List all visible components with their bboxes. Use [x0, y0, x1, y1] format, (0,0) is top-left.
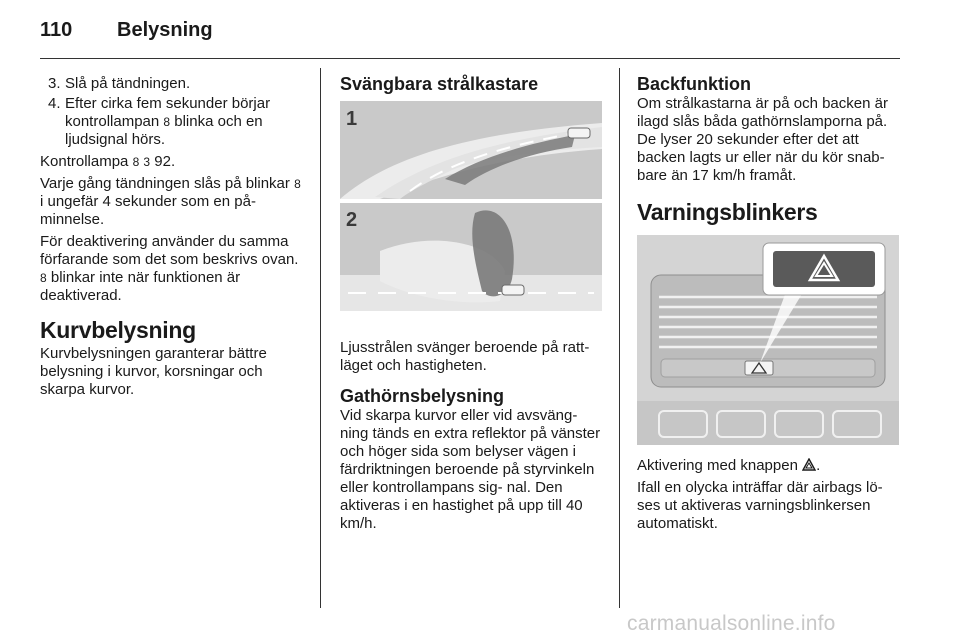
figure-label-1: 1	[346, 108, 358, 130]
page-reference-arrow-icon: 3	[143, 155, 151, 169]
page-title: Belysning	[117, 19, 213, 41]
paragraph: För deaktivering använder du samma förfarande som det som beskrivs ovan. 8 blinkar inte när funktionen är deaktiverad.	[40, 233, 299, 304]
section-heading-kurvbelysning: Kurvbelysning	[40, 317, 196, 343]
list-item: 3. Slå på tändningen.	[48, 75, 191, 92]
column-1	[40, 75, 306, 403]
control-lamp-icon: 8	[294, 177, 301, 191]
column-divider-left	[320, 68, 321, 608]
column-3	[637, 75, 903, 537]
header-rule	[40, 58, 900, 59]
subheading-gathornsbelysning: Gathörnsbelysning	[340, 386, 505, 406]
section-heading-varningsblinkers: Varningsblinkers	[637, 199, 818, 225]
watermark: carmanualsonline.info	[627, 612, 836, 635]
steps-list	[40, 75, 306, 149]
control-lamp-icon: 8	[40, 271, 47, 285]
cornering-headlight-figure	[340, 101, 602, 315]
paragraph: Aktivering med knappen .	[637, 457, 821, 474]
control-lamp-icon: 8	[132, 155, 140, 169]
column-2	[340, 75, 602, 537]
paragraph: Om strålkastarna är på och backen är ilagd slås båda gathörnslamporna på. De lyser 20 sekunder efter det att backen lagts ur eller när du kör snab- bare än 17 km/h framåt.	[637, 95, 888, 184]
figure-label-2: 2	[346, 209, 358, 231]
hazard-switch-figure	[637, 235, 899, 445]
car-icon	[568, 128, 590, 138]
control-lamp-icon: 8	[163, 115, 171, 129]
list-item: 4. Efter cirka fem sekunder börjar kontrollampan 8 blinka och en ljudsignal hörs.	[48, 95, 271, 148]
column-divider-right	[619, 68, 620, 608]
subheading-svangbara: Svängbara strålkastare	[340, 74, 539, 94]
paragraph: Ifall en olycka inträffar där airbags lö- ses ut aktiveras varningsblinkersen automatiskt.	[637, 479, 883, 532]
car-icon	[502, 285, 524, 295]
paragraph: Kontrollampa 8 3 92.	[40, 153, 176, 170]
paragraph: Ljusstrålen svänger beroende på ratt- läget och hastigheten.	[340, 339, 590, 374]
hazard-triangle-icon	[802, 458, 816, 471]
paragraph: Vid skarpa kurvor eller vid avsväng- ning tänds en extra reflektor på vänster och höger sida som belyser vägen i färdriktningen beroende på styrvinkeln eller kontrollampans sig- nal. Den aktiveras i en hastighet på upp till 40 km/h.	[340, 407, 601, 532]
paragraph: Kurvbelysningen garanterar bättre belysning i kurvor, korsningar och skarpa kurvor.	[40, 345, 267, 398]
paragraph: Varje gång tändningen slås på blinkar 8 i ungefär 4 sekunder som en på- minnelse.	[40, 175, 301, 228]
page-number: 110	[40, 19, 73, 41]
subheading-backfunktion: Backfunktion	[637, 74, 752, 94]
